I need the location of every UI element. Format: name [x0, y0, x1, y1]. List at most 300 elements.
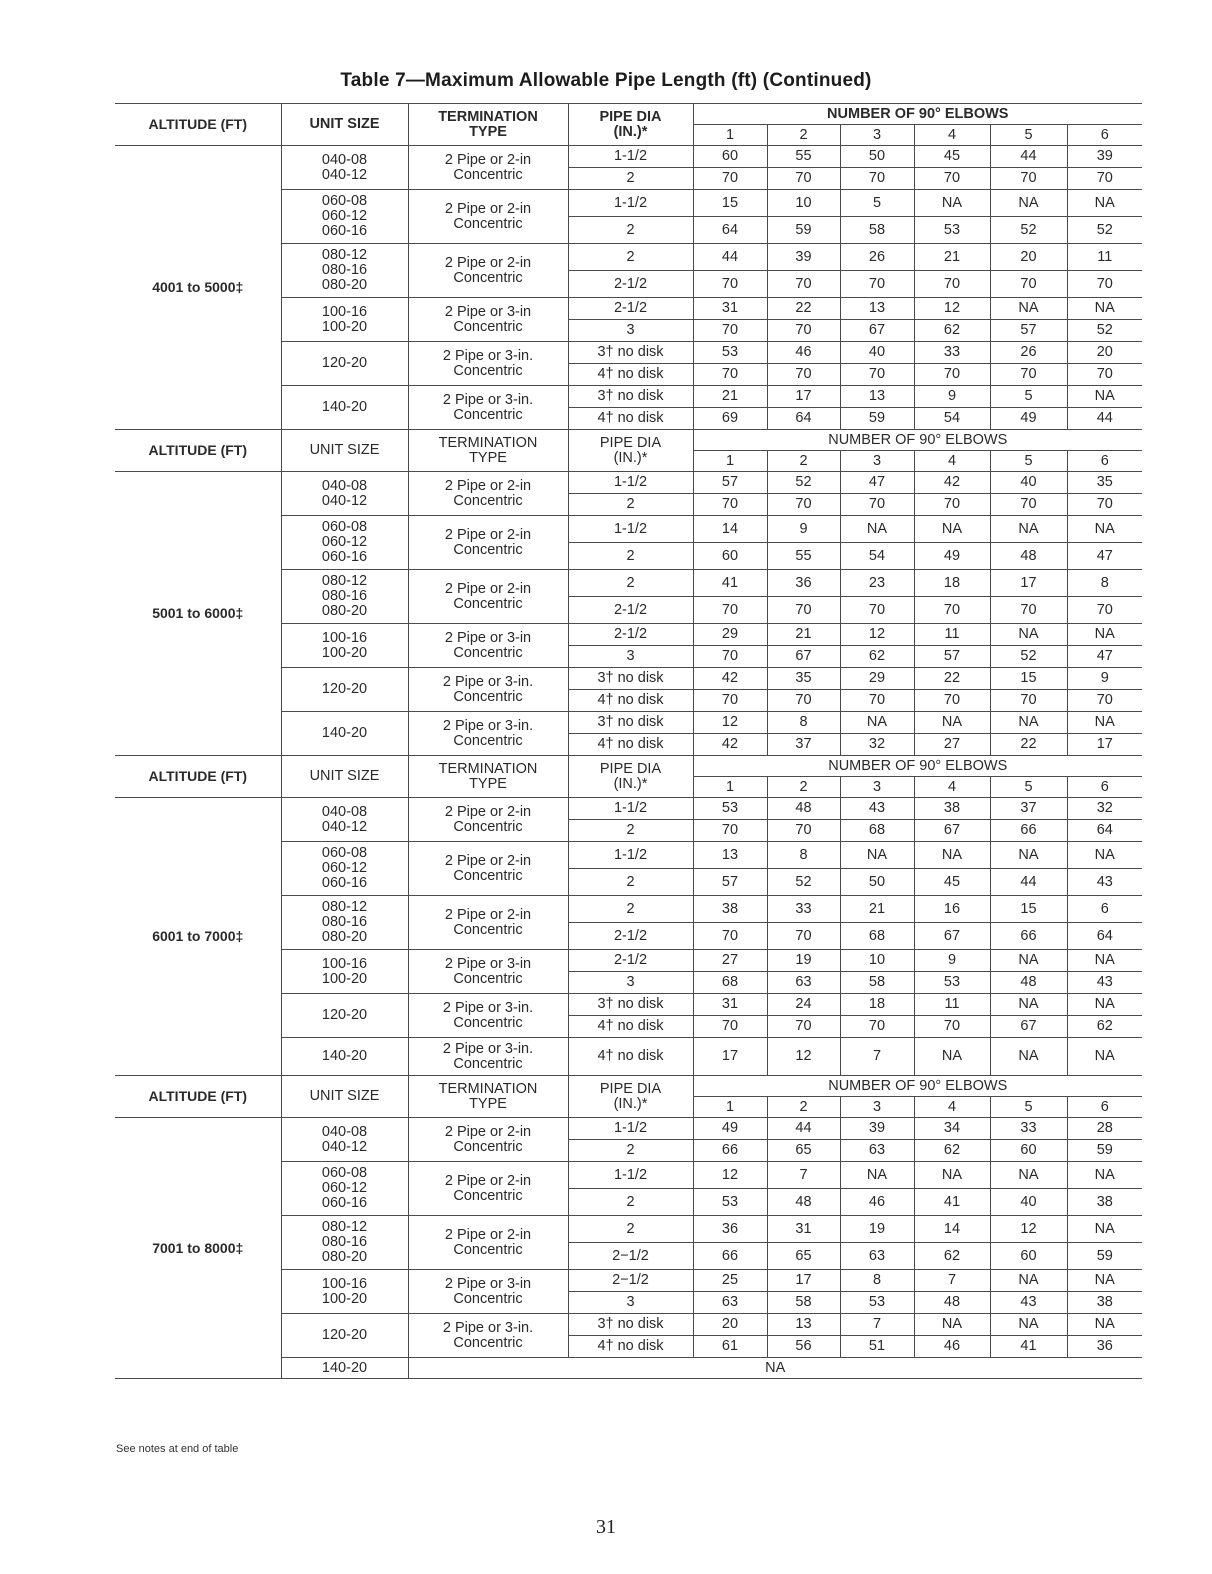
length-value-cell: 14	[693, 516, 767, 543]
length-value-cell: 13	[767, 1314, 840, 1336]
termination-line: 2 Pipe or 3-in.	[442, 999, 534, 1016]
length-value-cell: 27	[914, 734, 990, 756]
pipe-dia-cell: 3† no disk	[568, 386, 693, 408]
length-value-cell: 70	[767, 923, 840, 950]
length-value-cell: 8	[767, 712, 840, 734]
termination-header-line: TERMINATION	[438, 760, 538, 777]
length-value-cell: 35	[1067, 472, 1142, 494]
header-row	[115, 1076, 1142, 1097]
length-value-cell: 49	[990, 408, 1067, 430]
length-value-cell: 12	[914, 298, 990, 320]
elbow-number-header: 5	[990, 451, 1067, 472]
length-value-cell: 52	[767, 472, 840, 494]
pipe-dia-cell: 3† no disk	[568, 342, 693, 364]
length-value-cell: 41	[914, 1189, 990, 1216]
termination-line: Concentric	[453, 732, 523, 749]
termination-header-line: TYPE	[469, 1095, 507, 1112]
length-value-cell: 40	[990, 1189, 1067, 1216]
termination-line: 2 Pipe or 3-in	[444, 303, 532, 320]
altitude-header: ALTITUDE (FT)	[115, 104, 281, 146]
length-value-cell: 52	[1067, 320, 1142, 342]
length-value-cell: 55	[767, 543, 840, 570]
length-value-cell: 22	[990, 734, 1067, 756]
length-value-cell: 41	[990, 1336, 1067, 1358]
unit-size: 060-08	[321, 1165, 368, 1181]
length-value-cell: 21	[840, 896, 914, 923]
length-value-cell: NA	[1067, 624, 1142, 646]
length-value-cell: 70	[1067, 690, 1142, 712]
length-value-cell: 7	[767, 1162, 840, 1189]
length-value-cell: 12	[693, 1162, 767, 1189]
length-value-cell: 5	[990, 386, 1067, 408]
unit-size-cell	[281, 712, 408, 756]
elbow-number-header: 4	[914, 125, 990, 146]
elbow-number-header: 6	[1067, 125, 1142, 146]
length-value-cell: 65	[767, 1140, 840, 1162]
length-value-cell: NA	[914, 190, 990, 217]
pipe-dia-cell: 2	[568, 543, 693, 570]
header-row	[115, 430, 1142, 451]
unit-size: 060-16	[321, 223, 368, 239]
length-value-cell: NA	[914, 516, 990, 543]
termination-line: 2 Pipe or 3-in.	[442, 1040, 534, 1057]
pipe-dia-header-line: PIPE DIA	[599, 434, 662, 451]
pipe-dia-cell: 2	[568, 896, 693, 923]
length-value-cell: 14	[914, 1216, 990, 1243]
length-value-cell: 70	[840, 1016, 914, 1038]
termination-header-line: TYPE	[469, 449, 507, 466]
pipe-dia-header-line: PIPE DIA	[599, 108, 662, 125]
termination-line: Concentric	[453, 644, 523, 661]
length-value-cell: 70	[990, 168, 1067, 190]
length-value-cell: 70	[693, 597, 767, 624]
termination-line: Concentric	[453, 269, 523, 286]
length-value-cell: 68	[693, 972, 767, 994]
pipe-dia-cell: 2	[568, 1189, 693, 1216]
unit-size: 060-12	[321, 534, 368, 550]
length-value-cell: 7	[840, 1038, 914, 1076]
length-value-cell: 58	[840, 972, 914, 994]
length-value-cell: 37	[767, 734, 840, 756]
length-value-cell: NA	[990, 624, 1067, 646]
length-value-cell: 70	[767, 820, 840, 842]
length-value-cell: 66	[990, 923, 1067, 950]
unit-size: 060-12	[321, 1180, 368, 1196]
termination-cell	[408, 712, 568, 756]
termination-line: 2 Pipe or 3-in.	[442, 673, 534, 690]
length-value-cell: 70	[693, 690, 767, 712]
pipe-dia-cell: 2	[568, 820, 693, 842]
pipe-dia-cell: 1-1/2	[568, 842, 693, 869]
length-value-cell: 50	[840, 869, 914, 896]
length-value-cell: 47	[840, 472, 914, 494]
length-value-cell: 52	[990, 646, 1067, 668]
termination-cell	[408, 896, 568, 950]
elbow-number-header: 2	[767, 125, 840, 146]
termination-line: Concentric	[453, 1241, 523, 1258]
pipe-dia-cell: 4† no disk	[568, 690, 693, 712]
length-value-cell: NA	[990, 190, 1067, 217]
length-value-cell: 44	[990, 869, 1067, 896]
length-value-cell: 70	[840, 364, 914, 386]
unit-size-cell	[281, 668, 408, 712]
pipe-dia-cell: 2	[568, 1140, 693, 1162]
unit-size-cell: 140-20	[281, 1358, 408, 1379]
length-value-cell: 66	[693, 1243, 767, 1270]
elbow-number-header: 6	[1067, 1097, 1142, 1118]
elbow-number-header: 5	[990, 125, 1067, 146]
length-value-cell: 60	[990, 1243, 1067, 1270]
length-value-cell: 63	[767, 972, 840, 994]
pipe-dia-cell: 2-1/2	[568, 298, 693, 320]
pipe-dia-cell: 3† no disk	[568, 712, 693, 734]
length-value-cell: 58	[767, 1292, 840, 1314]
length-value-cell: 19	[840, 1216, 914, 1243]
termination-header-line: TERMINATION	[438, 434, 538, 451]
length-value-cell: 58	[840, 217, 914, 244]
termination-header	[408, 104, 568, 146]
length-value-cell: 9	[914, 950, 990, 972]
length-value-cell: 70	[990, 271, 1067, 298]
termination-cell	[408, 798, 568, 842]
length-value-cell: 52	[990, 217, 1067, 244]
length-value-cell: NA	[914, 712, 990, 734]
unit-size: 120-20	[321, 355, 368, 371]
unit-size: 120-20	[321, 1007, 368, 1023]
pipe-dia-cell: 1-1/2	[568, 798, 693, 820]
unit-size-cell	[281, 1118, 408, 1162]
unit-size: 040-12	[321, 492, 368, 509]
unit-size: 060-08	[321, 519, 368, 535]
termination-header	[408, 1076, 568, 1118]
termination-cell	[408, 1118, 568, 1162]
length-value-cell: 8	[1067, 570, 1142, 597]
length-value-cell: NA	[990, 1270, 1067, 1292]
pipe-dia-header-line: (IN.)*	[613, 1095, 648, 1112]
length-value-cell: 48	[990, 972, 1067, 994]
pipe-dia-header	[568, 104, 693, 146]
length-value-cell: 26	[990, 342, 1067, 364]
length-value-cell: 70	[990, 690, 1067, 712]
length-value-cell: 48	[990, 543, 1067, 570]
termination-cell	[408, 842, 568, 896]
length-value-cell: 70	[693, 364, 767, 386]
termination-line: Concentric	[453, 166, 523, 183]
pipe-dia-cell: 2	[568, 168, 693, 190]
pipe-dia-cell: 3† no disk	[568, 668, 693, 690]
altitude-header: ALTITUDE (FT)	[115, 430, 281, 472]
unit-size: 080-16	[321, 588, 368, 604]
length-value-cell: 25	[693, 1270, 767, 1292]
footnote: See notes at end of table	[116, 1443, 239, 1455]
unit-size-cell	[281, 146, 408, 190]
length-value-cell: 66	[693, 1140, 767, 1162]
length-value-cell: 57	[914, 646, 990, 668]
length-value-cell: 23	[840, 570, 914, 597]
length-value-cell: 62	[840, 646, 914, 668]
termination-header-line: TERMINATION	[438, 108, 538, 125]
length-value-cell: 70	[693, 320, 767, 342]
pipe-dia-cell: 3† no disk	[568, 994, 693, 1016]
length-value-cell: NA	[1067, 190, 1142, 217]
length-value-cell: 21	[767, 624, 840, 646]
length-value-cell: 67	[914, 923, 990, 950]
elbow-number-header: 4	[914, 1097, 990, 1118]
length-value-cell: 70	[914, 1016, 990, 1038]
termination-line: Concentric	[453, 318, 523, 335]
termination-line: Concentric	[453, 688, 523, 705]
termination-cell	[408, 342, 568, 386]
table-row	[115, 146, 1142, 168]
length-value-cell: 70	[1067, 494, 1142, 516]
length-value-cell: NA	[990, 994, 1067, 1016]
length-value-cell: 16	[914, 896, 990, 923]
termination-cell	[408, 1216, 568, 1270]
unit-size: 040-08	[321, 1123, 368, 1140]
termination-line: 2 Pipe or 3-in	[444, 629, 532, 646]
length-value-cell: 9	[914, 386, 990, 408]
unit-size-header: UNIT SIZE	[281, 430, 408, 472]
unit-size: 080-12	[321, 899, 368, 915]
length-value-cell: 33	[767, 896, 840, 923]
length-value-cell: NA	[914, 1038, 990, 1076]
length-value-cell: 10	[767, 190, 840, 217]
unit-size-header: UNIT SIZE	[281, 1076, 408, 1118]
length-value-cell: 21	[914, 244, 990, 271]
elbow-number-header: 4	[914, 777, 990, 798]
length-value-cell: 20	[990, 244, 1067, 271]
unit-size-cell	[281, 896, 408, 950]
length-value-cell: 43	[1067, 972, 1142, 994]
termination-header	[408, 430, 568, 472]
length-value-cell: NA	[1067, 1162, 1142, 1189]
pipe-dia-header-line: (IN.)*	[613, 123, 648, 140]
length-value-cell: 70	[693, 271, 767, 298]
length-value-cell: 53	[693, 1189, 767, 1216]
elbow-number-header: 2	[767, 777, 840, 798]
pipe-dia-header	[568, 756, 693, 798]
pipe-dia-header-line: PIPE DIA	[599, 760, 662, 777]
length-value-cell: 57	[693, 472, 767, 494]
unit-size-cell	[281, 516, 408, 570]
pipe-dia-cell: 4† no disk	[568, 734, 693, 756]
length-value-cell: 65	[767, 1243, 840, 1270]
length-value-cell: 70	[840, 271, 914, 298]
pipe-dia-cell: 2-1/2	[568, 624, 693, 646]
length-value-cell: 43	[990, 1292, 1067, 1314]
length-value-cell: NA	[840, 712, 914, 734]
pipe-dia-cell: 4† no disk	[568, 408, 693, 430]
length-value-cell: 17	[990, 570, 1067, 597]
unit-size: 100-16	[321, 629, 368, 646]
length-value-cell: 17	[1067, 734, 1142, 756]
length-value-cell: NA	[1067, 1314, 1142, 1336]
elbows-header: NUMBER OF 90° ELBOWS	[693, 1076, 1142, 1097]
length-value-cell: NA	[840, 1162, 914, 1189]
length-value-cell: 38	[1067, 1189, 1142, 1216]
length-value-cell: 70	[693, 820, 767, 842]
length-value-cell: 70	[693, 168, 767, 190]
length-value-cell: 49	[693, 1118, 767, 1140]
length-value-cell: 12	[767, 1038, 840, 1076]
elbow-number-header: 5	[990, 777, 1067, 798]
unit-size: 100-16	[321, 1275, 368, 1292]
pipe-dia-cell: 2	[568, 869, 693, 896]
termination-line: 2 Pipe or 2-in	[444, 852, 532, 869]
length-value-cell: 53	[840, 1292, 914, 1314]
length-value-cell: 48	[767, 798, 840, 820]
length-value-cell: NA	[990, 950, 1067, 972]
length-value-cell: 43	[1067, 869, 1142, 896]
length-value-cell: 68	[840, 820, 914, 842]
unit-size: 080-12	[321, 573, 368, 589]
termination-line: 2 Pipe or 2-in	[444, 1172, 532, 1189]
pipe-dia-header-line: (IN.)*	[613, 775, 648, 792]
termination-cell	[408, 1038, 568, 1076]
unit-size: 060-12	[321, 860, 368, 876]
not-applicable-cell: NA	[408, 1358, 1142, 1379]
length-value-cell: 18	[914, 570, 990, 597]
length-value-cell: 34	[914, 1118, 990, 1140]
length-value-cell: 15	[990, 668, 1067, 690]
length-value-cell: 62	[914, 1243, 990, 1270]
length-value-cell: 62	[914, 1140, 990, 1162]
pipe-dia-cell: 1-1/2	[568, 190, 693, 217]
pipe-dia-cell: 1-1/2	[568, 1118, 693, 1140]
termination-line: Concentric	[453, 541, 523, 558]
length-value-cell: 43	[840, 798, 914, 820]
termination-line: 2 Pipe or 2-in	[444, 580, 532, 597]
length-value-cell: 40	[990, 472, 1067, 494]
length-value-cell: 54	[840, 543, 914, 570]
header-row	[115, 104, 1142, 125]
unit-size: 080-20	[321, 603, 368, 619]
termination-line: Concentric	[453, 1334, 523, 1351]
unit-size-cell	[281, 798, 408, 842]
unit-size: 040-12	[321, 818, 368, 835]
header-row	[115, 756, 1142, 777]
unit-size: 100-16	[321, 303, 368, 320]
length-value-cell: 70	[767, 168, 840, 190]
pipe-dia-cell: 3	[568, 972, 693, 994]
altitude-range: 7001 to 8000‡	[115, 1118, 281, 1379]
length-value-cell: NA	[1067, 298, 1142, 320]
length-value-cell: 32	[840, 734, 914, 756]
unit-size: 080-16	[321, 1234, 368, 1250]
length-value-cell: 70	[914, 494, 990, 516]
pipe-dia-cell: 2−1/2	[568, 1270, 693, 1292]
termination-cell	[408, 1270, 568, 1314]
unit-size-cell	[281, 950, 408, 994]
termination-line: Concentric	[453, 406, 523, 423]
length-value-cell: 18	[840, 994, 914, 1016]
length-value-cell: 67	[767, 646, 840, 668]
pipe-dia-cell: 2	[568, 217, 693, 244]
length-value-cell: 70	[1067, 597, 1142, 624]
termination-line: Concentric	[453, 362, 523, 379]
length-value-cell: 53	[693, 342, 767, 364]
length-value-cell: 29	[693, 624, 767, 646]
length-value-cell: 60	[693, 146, 767, 168]
length-value-cell: 38	[1067, 1292, 1142, 1314]
unit-size-cell	[281, 1162, 408, 1216]
unit-size-header: UNIT SIZE	[281, 104, 408, 146]
length-value-cell: 70	[914, 168, 990, 190]
pipe-dia-cell: 2−1/2	[568, 1243, 693, 1270]
length-value-cell: 17	[767, 386, 840, 408]
length-value-cell: 70	[914, 597, 990, 624]
length-value-cell: 70	[1067, 364, 1142, 386]
unit-size-cell	[281, 386, 408, 430]
length-value-cell: 51	[840, 1336, 914, 1358]
elbow-number-header: 5	[990, 1097, 1067, 1118]
length-value-cell: 36	[767, 570, 840, 597]
termination-line: 2 Pipe or 3-in.	[442, 717, 534, 734]
length-value-cell: 13	[840, 298, 914, 320]
length-value-cell: 39	[767, 244, 840, 271]
pipe-dia-cell: 1-1/2	[568, 146, 693, 168]
length-value-cell: NA	[1067, 1216, 1142, 1243]
termination-line: Concentric	[453, 921, 523, 938]
termination-line: Concentric	[453, 818, 523, 835]
unit-size: 100-16	[321, 955, 368, 972]
elbow-number-header: 6	[1067, 777, 1142, 798]
length-value-cell: 62	[914, 320, 990, 342]
pipe-dia-cell: 2	[568, 570, 693, 597]
length-value-cell: NA	[1067, 386, 1142, 408]
length-value-cell: 42	[693, 668, 767, 690]
length-value-cell: 44	[1067, 408, 1142, 430]
page-number: 31	[596, 1516, 616, 1538]
length-value-cell: 52	[1067, 217, 1142, 244]
length-value-cell: NA	[990, 1162, 1067, 1189]
termination-cell	[408, 668, 568, 712]
unit-size: 140-20	[321, 399, 368, 415]
length-value-cell: 33	[914, 342, 990, 364]
elbow-number-header: 2	[767, 1097, 840, 1118]
length-value-cell: 9	[1067, 668, 1142, 690]
length-value-cell: 70	[693, 494, 767, 516]
length-value-cell: NA	[914, 1314, 990, 1336]
termination-line: 2 Pipe or 2-in	[444, 803, 532, 820]
length-value-cell: 46	[840, 1189, 914, 1216]
length-value-cell: 36	[1067, 1336, 1142, 1358]
length-value-cell: 27	[693, 950, 767, 972]
unit-size-cell	[281, 842, 408, 896]
length-value-cell: 67	[914, 820, 990, 842]
unit-size-cell	[281, 1314, 408, 1358]
length-value-cell: 70	[840, 597, 914, 624]
length-value-cell: 53	[914, 217, 990, 244]
length-value-cell: 15	[693, 190, 767, 217]
length-value-cell: NA	[1067, 516, 1142, 543]
length-value-cell: 47	[1067, 543, 1142, 570]
length-value-cell: 69	[693, 408, 767, 430]
unit-size: 060-16	[321, 875, 368, 891]
length-value-cell: 47	[1067, 646, 1142, 668]
unit-size-cell	[281, 624, 408, 668]
length-value-cell: 49	[914, 543, 990, 570]
length-value-cell: 66	[990, 820, 1067, 842]
unit-size: 080-20	[321, 1249, 368, 1265]
unit-size-cell	[281, 298, 408, 342]
length-value-cell: 19	[767, 950, 840, 972]
length-value-cell: 31	[693, 298, 767, 320]
pipe-dia-cell: 2-1/2	[568, 271, 693, 298]
length-value-cell: NA	[990, 712, 1067, 734]
termination-line: 2 Pipe or 2-in	[444, 254, 532, 271]
termination-line: Concentric	[453, 1055, 523, 1072]
